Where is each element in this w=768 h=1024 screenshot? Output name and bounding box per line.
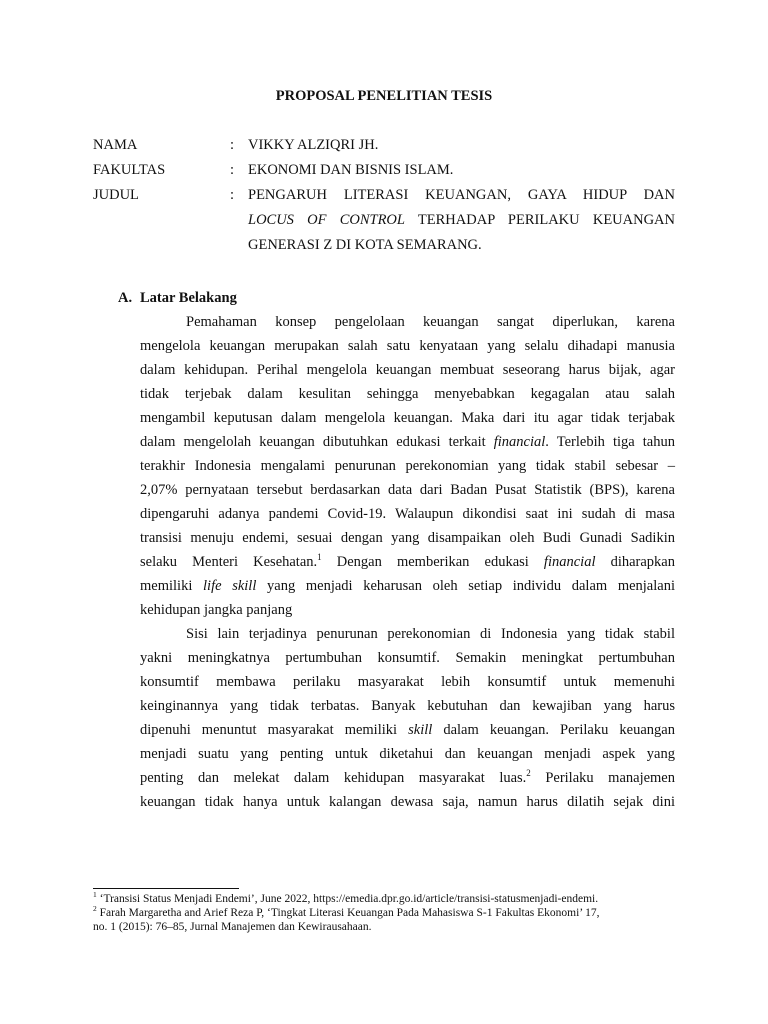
p1-line-7: terakhir Indonesia mengalami penurunan perekonomian yang tidak stabil sebesar – bbox=[140, 458, 675, 474]
footnote-2-number: 2 bbox=[93, 904, 97, 914]
p2-line-7-a: penting dan melekat dalam kehidupan masyarakat luas. bbox=[140, 770, 527, 786]
p1-line-2: mengelola keuangan merupakan salah satu kenyataan yang selalu dihadapi manusia bbox=[140, 338, 675, 354]
p1-line-3: dalam kehidupan. Perihal mengelola keuangan membuat seseorang harus bijak, agar bbox=[140, 362, 675, 378]
nama-value: VIKKY ALZIQRI JH. bbox=[248, 137, 379, 153]
p2-line-5 bbox=[140, 718, 675, 742]
p2-line-5-c: dalam keuangan. Perilaku keuangan bbox=[432, 722, 675, 738]
judul-value-line-2 bbox=[248, 208, 675, 232]
judul-label: JUDUL bbox=[93, 187, 139, 203]
p1-line-11 bbox=[140, 550, 675, 574]
p1-line-6-c: . Terlebih tiga tahun bbox=[545, 434, 675, 450]
p1-line-13: kehidupan jangka panjang bbox=[140, 602, 293, 618]
p2-line-2: yakni meningkatnya pertumbuhan konsumtif. Semakin meningkat pertumbuhan bbox=[140, 650, 675, 666]
p1-line-12-a: memiliki bbox=[140, 578, 204, 594]
document-title: PROPOSAL PENELITIAN TESIS bbox=[275, 88, 493, 104]
footnote-1-text[interactable]: ‘Transisi Status Menjadi Endemi’, June 2022, https://emedia.dpr.go.id/article/transisi-statusmenjadi-endemi. bbox=[96, 893, 599, 905]
p1-line-5: mengambil keputusan dalam mengelola keuangan. Maka dari itu agar tidak terjabak bbox=[140, 410, 675, 426]
judul-value-line-1: PENGARUH LITERASI KEUANGAN, GAYA HIDUP DAN bbox=[248, 187, 675, 203]
fakultas-colon: : bbox=[230, 162, 235, 178]
p2-line-3: konsumtif membawa perilaku masyarakat lebih konsumtif untuk memenuhi bbox=[140, 674, 675, 690]
judul-italic-term: LOCUS OF CONTROL bbox=[248, 212, 405, 228]
footnote-1 bbox=[93, 892, 675, 906]
judul-colon: : bbox=[230, 187, 235, 203]
p2-line-7-b: Perilaku manajemen bbox=[530, 770, 675, 786]
p1-line-6-a: dalam mengelolah keuangan dibutuhkan edukasi terkait bbox=[140, 434, 494, 450]
p1-line-9: dipengaruhi adanya pandemi Covid-19. Walaupun dikondisi saat ini sudah di masa bbox=[140, 506, 675, 522]
judul-value-line-3: GENERASI Z DI KOTA SEMARANG. bbox=[248, 237, 482, 253]
p2-line-8: keuangan tidak hanya untuk kalangan dewasa saja, namun harus dilatih sejak dini bbox=[140, 794, 675, 810]
p1-line-12-c: yang menjadi keharusan oleh setiap individu dalam menjalani bbox=[256, 578, 675, 594]
footnote-2 bbox=[93, 906, 675, 920]
p1-line-12-italic: life skill bbox=[203, 578, 257, 594]
p2-line-5-italic: skill bbox=[408, 722, 433, 738]
p1-line-8: 2,07% pernyataan tersebut berdasarkan data dari Badan Pusat Statistik (BPS), karena bbox=[140, 482, 675, 498]
p2-line-4: keinginannya yang tidak terbatas. Banyak kebutuhan dan kewajiban yang harus bbox=[140, 698, 675, 714]
p1-line-1: Pemahaman konsep pengelolaan keuangan sangat diperlukan, karena bbox=[186, 314, 675, 330]
judul-line-2-rest: TERHADAP PERILAKU KEUANGAN bbox=[404, 212, 676, 228]
fakultas-label: FAKULTAS bbox=[93, 162, 166, 178]
footnote-2-cont: no. 1 (2015): 76–85, Jurnal Manajemen dan Kewirausahaan. bbox=[93, 921, 372, 933]
p1-line-12 bbox=[140, 574, 675, 598]
section-letter: A. bbox=[118, 290, 133, 306]
section-title: Latar Belakang bbox=[140, 290, 237, 306]
p2-line-7 bbox=[140, 766, 675, 790]
footnote-ref-1[interactable]: 1 bbox=[317, 552, 322, 563]
p1-line-6-italic: financial bbox=[493, 434, 546, 450]
footnote-2-line-1: Farah Margaretha and Arief Reza P, ‘Tingkat Literasi Keuangan Pada Mahasiswa S-1 Fakultas Ekonomi’ 17, bbox=[96, 907, 600, 919]
nama-colon: : bbox=[230, 137, 235, 153]
p1-line-11-d: diharapkan bbox=[595, 554, 675, 570]
p1-line-11-italic: financial bbox=[543, 554, 596, 570]
footnote-1-number: 1 bbox=[93, 890, 97, 900]
p1-line-10: transisi menuju endemi, sesuai dengan yang disampaikan oleh Budi Gunadi Sadikin bbox=[140, 530, 675, 546]
p1-line-6 bbox=[140, 430, 675, 454]
p1-line-4: tidak terjebak dalam kesulitan sehingga menyebabkan kegagalan atau salah bbox=[140, 386, 675, 402]
nama-label: NAMA bbox=[93, 137, 138, 153]
p1-line-11-a: selaku Menteri Kesehatan. bbox=[140, 554, 318, 570]
footnote-ref-2[interactable]: 2 bbox=[526, 768, 531, 779]
footnote-separator bbox=[93, 888, 239, 889]
p2-line-1: Sisi lain terjadinya penurunan perekonomian di Indonesia yang tidak stabil bbox=[186, 626, 675, 642]
p1-line-11-b: Dengan memberikan edukasi bbox=[321, 554, 544, 570]
fakultas-value: EKONOMI DAN BISNIS ISLAM. bbox=[248, 162, 454, 178]
meta-row-fakultas bbox=[93, 158, 675, 182]
p2-line-6: menjadi suatu yang penting untuk diketahui dan keuangan menjadi aspek yang bbox=[140, 746, 675, 762]
section-heading bbox=[118, 286, 237, 310]
meta-row-nama bbox=[93, 133, 675, 157]
p2-line-5-a: dipenuhi menuntut masyarakat memiliki bbox=[140, 722, 409, 738]
